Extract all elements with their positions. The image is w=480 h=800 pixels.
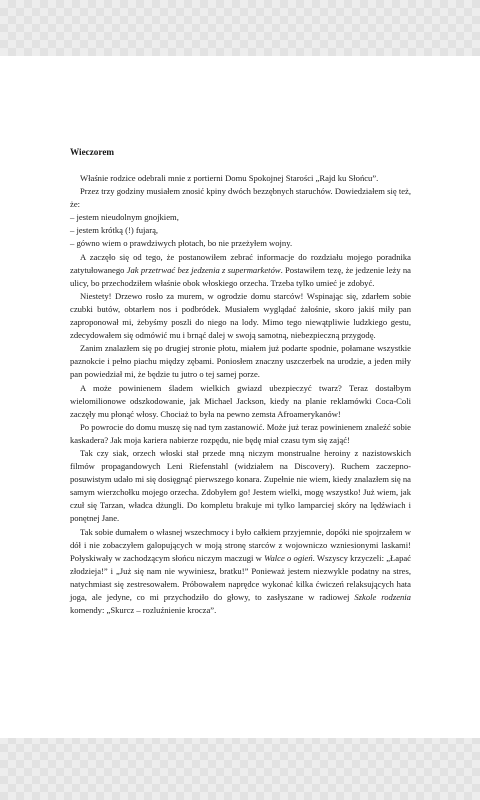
text-run: Niestety! Drzewo rosło za murem, w ogrodzie domu starców! Wspinając się, zdarłem sobie czubki butów, obtarłem nos i podbródek. Musiałem wyglądać żałośnie, skoro jakiś miły pan zaproponował mi, żebyśmy poszli do niego na lody. Mimo tego niewątpliwie ludzkiego gestu, zdecydowałem się odmówić mu i brnąć dalej w swoją samotną, niebezpieczną przygodę. — [70, 290, 411, 341]
text-run: Tak sobie dumałem o własnej wszechmocy i było całkiem przyjemnie, dopóki nie spojrzałem w dół i nie zobaczyłem galopujących w moją stronę starców z wojowniczo wzniesionymi laskami! Połyskiwały w zachodzącym słońcu niczym maczugi w — [70, 526, 411, 563]
paragraph — [70, 251, 411, 290]
text-run: . Postawiłem tezę, że jedzenie leży na ulicy, bo przechodziłem właśnie obok włoskiego orzecha. Trzeba tylko umieć je zdobyć. — [70, 264, 411, 288]
list-item — [70, 237, 411, 250]
italic-title: Szkole rodzenia — [354, 592, 411, 602]
text-run: Zanim znalazłem się po drugiej stronie płotu, miałem już podarte spodnie, połamane wszystkie paznokcie i pełno piachu między zębami. Poniosłem znaczny uszczerbek na urodzie, a jeden miły pan powiedział mi, że będzie tu jutro o tej samej porze. — [70, 343, 411, 380]
text-run: . Wszyscy krzyczeli: „Łapać złodzieja!” i „Już się nam nie wywiniesz, bratku!” Ponieważ jestem niezwykle podatny na stres, natychmiast się zestresowałem. Próbowałem naprędce wykonać kilka ćwiczeń relaksujących hata joga, ale jedyne, co mi przychodziło do głowy, to zasłyszane w radiowej — [70, 552, 411, 602]
paragraph — [70, 172, 411, 185]
paragraph — [70, 526, 411, 618]
text-run: komendy: „Skurcz – rozluźnienie krocza”. — [70, 605, 217, 616]
text-run: Tak czy siak, orzech włoski stał przede mną niczym monstrualne heroiny z nazistowskich filmów propagandowych Leni Riefenstahl (widziałem na Discovery). Ruchem zaczepno-posuwistym udało mi się dosięgnąć pierwszego konara. Zupełnie nie wiem, kiedy znalazłem się na samym wierzchołku mojego orzecha. Zdobyłem go! Jestem wielki, mogę wszystko! Już wiem, jak czuł się Tarzan, władca dżungli. Do kompletu brakuje mi tylko lamparciej skóry na lędźwiach i ponętnej Jane. — [70, 447, 411, 524]
paragraph — [70, 447, 411, 526]
text-run: Przez trzy godziny musiałem znosić kpiny dwóch bezzębnych staruchów. Dowiedziałem się też, że: — [70, 186, 411, 210]
text-run: A zaczęło się od tego, że postanowiłem zebrać informacje do rozdziału mojego poradnika zatytułowanego — [70, 251, 411, 275]
page-content — [70, 146, 411, 617]
list-item — [70, 211, 411, 224]
paragraph — [70, 342, 411, 381]
chapter-heading: Wieczorem — [70, 147, 115, 157]
paragraph — [70, 382, 411, 421]
text-run: Po powrocie do domu muszę się nad tym zastanowić. Może już teraz powinienem znaleźć sobie kaskadera? Jak moja kariera nabierze rozpędu, nie będę miał czasu tym się zająć! — [70, 421, 411, 445]
paragraph — [70, 185, 411, 211]
text-run: A może powinienem śladem wielkich gwiazd ubezpieczyć twarz? Teraz dostałbym wielomilionowe odszkodowanie, jak Michael Jackson, kiedy na planie reklamówki Coca-Coli zaczęły mu płonąć włosy. Chociaż to była na pewno zemsta Afroamerykanów! — [70, 382, 411, 419]
italic-title: Jak przetrwać bez jedzenia z supermarketów — [126, 264, 281, 275]
italic-title: Walce o ogień — [264, 552, 313, 563]
text-run: – gówno wiem o prawdziwych płotach, bo nie przeżyłem wojny. — [70, 238, 293, 249]
body-text — [70, 172, 411, 617]
text-run: Właśnie rodzice odebrali mnie z portierni Domu Spokojnej Starości „Rajd ku Słońcu”. — [80, 173, 379, 183]
paragraph — [70, 290, 411, 342]
book-page — [0, 56, 480, 738]
paragraph — [70, 421, 411, 447]
text-run: – jestem nieudolnym gnojkiem, — [70, 212, 179, 223]
list-item — [70, 224, 411, 237]
text-run: – jestem krótką (!) fujarą, — [70, 225, 159, 236]
